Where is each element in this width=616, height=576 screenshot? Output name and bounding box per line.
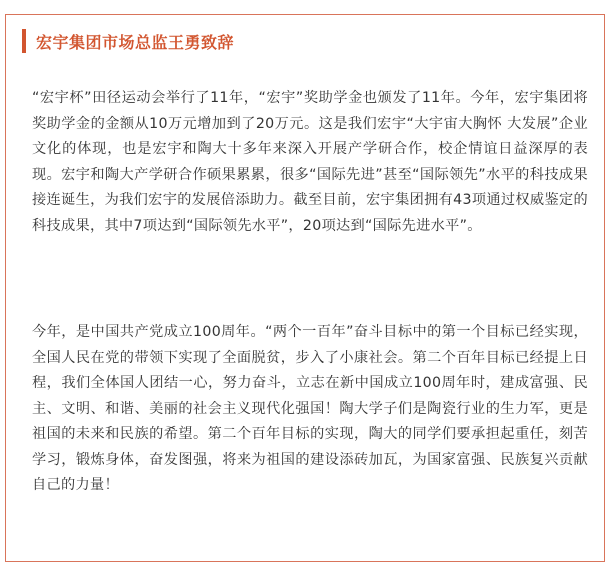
heading-title: 宏宇集团市场总监王勇致辞 xyxy=(36,32,235,52)
paragraph-1: “宏宇杯”田径运动会举行了11年，“宏宇”奖助学金也颁发了11年。今年，宏宇集团将奖助学金的金额从10万元增加到了20万元。这是我们宏宇“大宇宙大胸怀 大发展”企业文化的体现，也是宏宇和陶大十多年来深入开展产学研合作，校企情谊日益深厚的表现。宏宇和陶大产学研合作硕果累累，很多“国际先进”甚至“国际领先”水平的科技成果接连诞生，为我们宏宇的发展倍添助力。截至目前，宏宇集团拥有43项通过权威鉴定的科技成果，其中7项达到“国际领先水平”，20项达到“国际先进水平”。 xyxy=(32,90,588,234)
section-heading xyxy=(22,28,234,54)
paragraph-2: 今年，是中国共产党成立100周年。“两个一百年”奋斗目标中的第一个目标已经实现，全国人民在党的带领下实现了全面脱贫，步入了小康社会。第二个百年目标已经提上日程，我们全体国人团结一心，努力奋斗，立志在新中国成立100周年时，建成富强、民主、文明、和谐、美丽的社会主义现代化强国！陶大学子们是陶瓷行业的生力军，更是祖国的未来和民族的希望。第二个百年目标的实现，陶大的同学们要承担起重任，刻苦学习，锻炼身体，奋发图强，将来为祖国的建设添砖加瓦，为国家富强、民族复兴贡献自己的力量！ xyxy=(32,324,588,493)
heading-accent-bar xyxy=(22,29,26,53)
